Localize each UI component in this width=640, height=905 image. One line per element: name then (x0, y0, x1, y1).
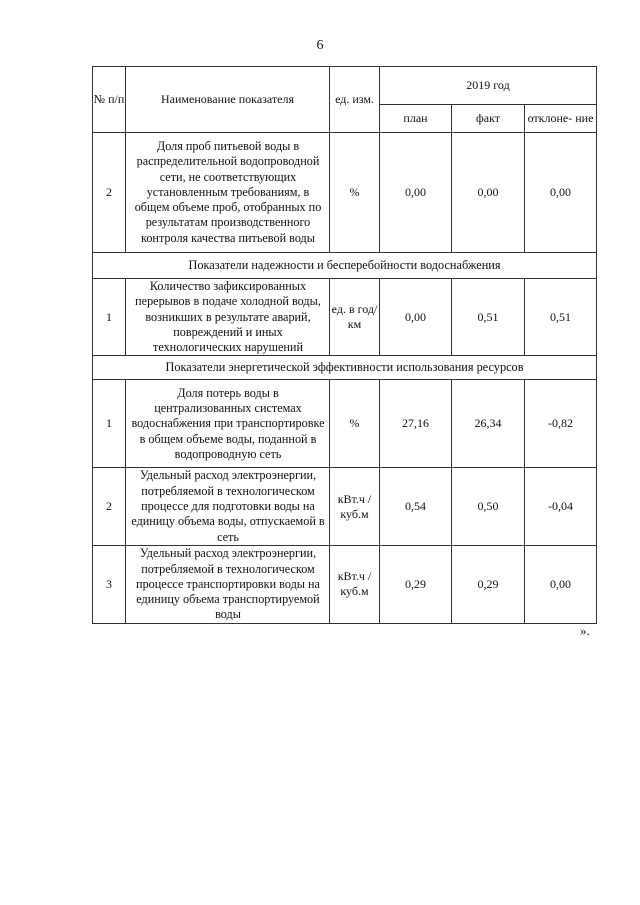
row-num: 2 (93, 133, 126, 253)
row-num: 2 (93, 468, 126, 545)
table-row (93, 380, 597, 468)
row-plan: 0,54 (380, 468, 452, 545)
row-name: Доля проб питьевой воды в распределительной водопроводной сети, не соответствующих установленным требованиям, в общем объеме проб, отобранных по результатам производственного контроля качества питьевой воды (126, 133, 330, 253)
section-title: Показатели энергетической эффективности использования ресурсов (93, 356, 597, 380)
header-fact: факт (452, 105, 525, 133)
table-row (93, 468, 597, 545)
row-name: Количество зафиксированных перерывов в подаче холодной воды, возникших в результате аварий, повреждений и иных технологических нарушений (126, 279, 330, 356)
closing-quote: ». (580, 623, 590, 638)
row-name: Удельный расход электроэнергии, потребляемой в технологическом процессе для подготовки воды на единицу объема воды, отпускаемой в сеть (126, 468, 330, 545)
section-row (93, 356, 597, 380)
header-plan: план (380, 105, 452, 133)
row-deviation: 0,51 (525, 279, 597, 356)
section-row (93, 253, 597, 279)
row-fact: 0,50 (452, 468, 525, 545)
row-unit: кВт.ч / куб.м (330, 545, 380, 623)
row-deviation: 0,00 (525, 133, 597, 253)
row-plan: 0,29 (380, 545, 452, 623)
row-plan: 0,00 (380, 133, 452, 253)
table-header-row (93, 67, 597, 105)
table-row (93, 279, 597, 356)
header-unit: ед. изм. (330, 67, 380, 133)
row-unit: % (330, 133, 380, 253)
row-deviation: -0,82 (525, 380, 597, 468)
row-fact: 0,29 (452, 545, 525, 623)
row-fact: 0,00 (452, 133, 525, 253)
table-row (93, 133, 597, 253)
row-num: 1 (93, 380, 126, 468)
row-unit: ед. в год/ км (330, 279, 380, 356)
row-unit: кВт.ч / куб.м (330, 468, 380, 545)
header-num: № п/п (93, 67, 126, 133)
row-name: Удельный расход электроэнергии, потребляемой в технологическом процессе транспортировки воды на единицу объема транспортируемой воды (126, 545, 330, 623)
row-deviation: -0,04 (525, 468, 597, 545)
section-title: Показатели надежности и бесперебойности водоснабжения (93, 253, 597, 279)
row-unit: % (330, 380, 380, 468)
row-fact: 26,34 (452, 380, 525, 468)
row-num: 3 (93, 545, 126, 623)
row-num: 1 (93, 279, 126, 356)
row-fact: 0,51 (452, 279, 525, 356)
header-year: 2019 год (380, 67, 597, 105)
row-plan: 0,00 (380, 279, 452, 356)
header-deviation: отклоне- ние (525, 105, 597, 133)
header-name: Наименование показателя (126, 67, 330, 133)
table-row (93, 545, 597, 623)
page-number: 6 (316, 38, 324, 53)
row-plan: 27,16 (380, 380, 452, 468)
row-deviation: 0,00 (525, 545, 597, 623)
indicators-table (92, 66, 597, 624)
row-name: Доля потерь воды в централизованных системах водоснабжения при транспортировке в общем объеме воды, поданной в водопроводную сеть (126, 380, 330, 468)
